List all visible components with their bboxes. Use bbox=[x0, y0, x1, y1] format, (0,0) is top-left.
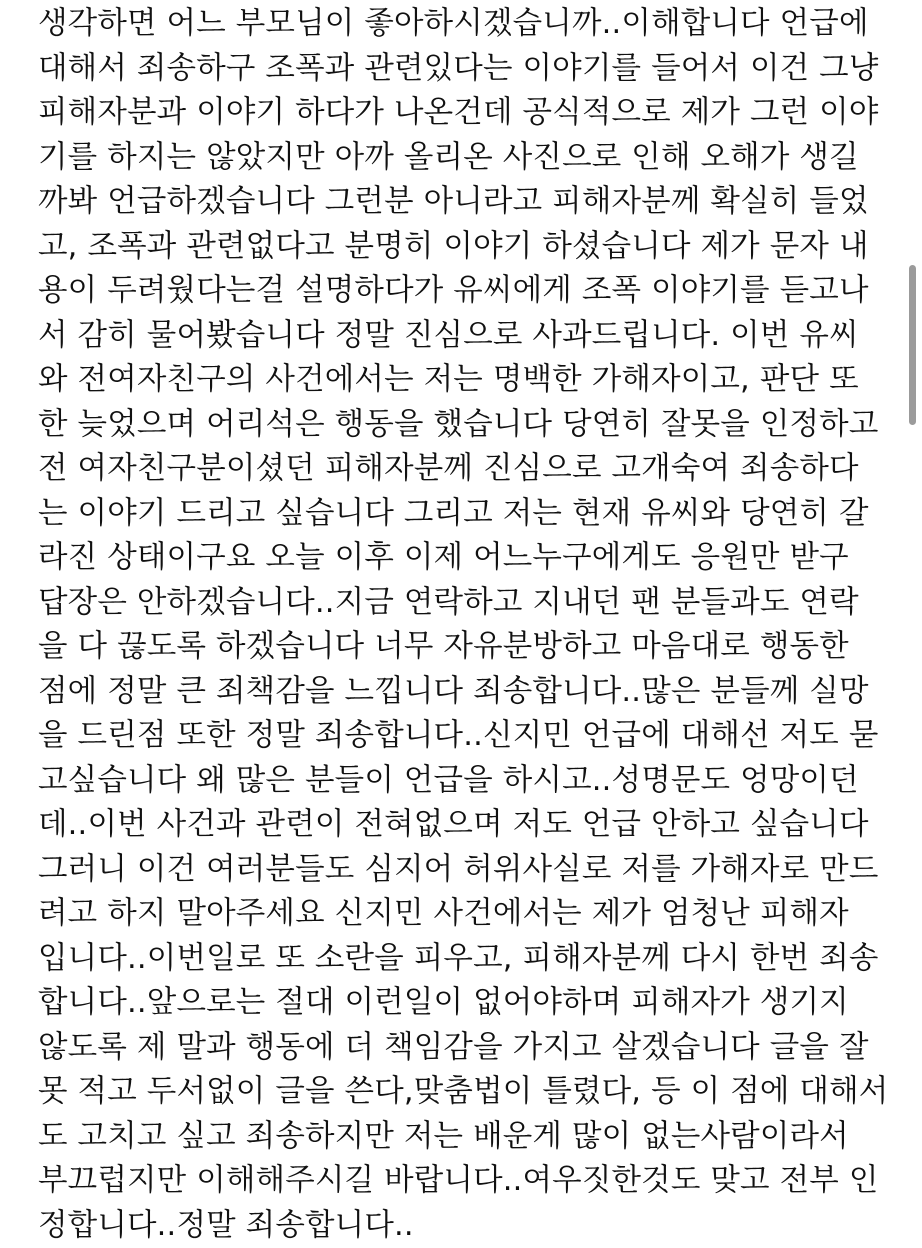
text-line: 않도록 제 말과 행동에 더 책임감을 가지고 살겠습니다 글을 잘 bbox=[38, 1026, 898, 1071]
text-line: 서 감히 물어봤습니다 정말 진심으로 사과드립니다. 이번 유씨 bbox=[38, 314, 898, 359]
text-line: 생각하면 어느 부모님이 좋아하시겠습니까..이해합니다 언급에 bbox=[38, 2, 898, 47]
text-line: 점에 정말 큰 죄책감을 느낍니다 죄송합니다..많은 분들께 실망 bbox=[38, 670, 898, 715]
text-line: 려고 하지 말아주세요 신지민 사건에서는 제가 엄청난 피해자 bbox=[38, 892, 898, 937]
text-line: 그러니 이건 여러분들도 심지어 허위사실로 저를 가해자로 만드 bbox=[38, 848, 898, 893]
text-line: 대해서 죄송하구 조폭과 관련있다는 이야기를 들어서 이건 그냥 bbox=[38, 47, 898, 92]
message-body bbox=[38, 0, 898, 1248]
text-line: 고, 조폭과 관련없다고 분명히 이야기 하셨습니다 제가 문자 내 bbox=[38, 225, 898, 270]
scrollbar-thumb[interactable] bbox=[909, 265, 916, 425]
text-line: 을 다 끊도록 하겠습니다 너무 자유분방하고 마음대로 행동한 bbox=[38, 625, 898, 670]
text-line: 데..이번 사건과 관련이 전혀없으며 저도 언급 안하고 싶습니다 bbox=[38, 803, 898, 848]
text-line: 을 드린점 또한 정말 죄송합니다..신지민 언급에 대해선 저도 묻 bbox=[38, 714, 898, 759]
text-line: 합니다..앞으로는 절대 이런일이 없어야하며 피해자가 생기지 bbox=[38, 981, 898, 1026]
text-line: 도 고치고 싶고 죄송하지만 저는 배운게 많이 없는사람이라서 bbox=[38, 1115, 898, 1160]
text-line: 기를 하지는 않았지만 아까 올리온 사진으로 인해 오해가 생길 bbox=[38, 136, 898, 181]
text-line: 한 늦었으며 어리석은 행동을 했습니다 당연히 잘못을 인정하고 bbox=[38, 403, 898, 448]
text-line: 입니다..이번일로 또 소란을 피우고, 피해자분께 다시 한번 죄송 bbox=[38, 937, 898, 982]
text-line: 부끄럽지만 이해해주시길 바랍니다..여우짓한것도 맞고 전부 인 bbox=[38, 1159, 898, 1204]
text-line: 와 전여자친구의 사건에서는 저는 명백한 가해자이고, 판단 또 bbox=[38, 358, 898, 403]
text-line: 라진 상태이구요 오늘 이후 이제 어느누구에게도 응원만 받구 bbox=[38, 536, 898, 581]
scrollbar[interactable] bbox=[904, 0, 922, 1119]
text-line: 용이 두려웠다는걸 설명하다가 유씨에게 조폭 이야기를 듣고나 bbox=[38, 269, 898, 314]
text-line: 못 적고 두서없이 글을 쓴다,맞춤법이 틀렸다, 등 이 점에 대해서 bbox=[38, 1070, 898, 1115]
text-line: 전 여자친구분이셨던 피해자분께 진심으로 고개숙여 죄송하다 bbox=[38, 447, 898, 492]
text-line: 는 이야기 드리고 싶습니다 그리고 저는 현재 유씨와 당연히 갈 bbox=[38, 492, 898, 537]
text-line: 답장은 안하겠습니다..지금 연락하고 지내던 팬 분들과도 연락 bbox=[38, 581, 898, 626]
text-line: 정합니다..정말 죄송합니다.. bbox=[38, 1204, 898, 1248]
text-line: 고싶습니다 왜 많은 분들이 언급을 하시고..성명문도 엉망이던 bbox=[38, 759, 898, 804]
text-line: 까봐 언급하겠습니다 그런분 아니라고 피해자분께 확실히 들었 bbox=[38, 180, 898, 225]
text-line: 피해자분과 이야기 하다가 나온건데 공식적으로 제가 그런 이야 bbox=[38, 91, 898, 136]
